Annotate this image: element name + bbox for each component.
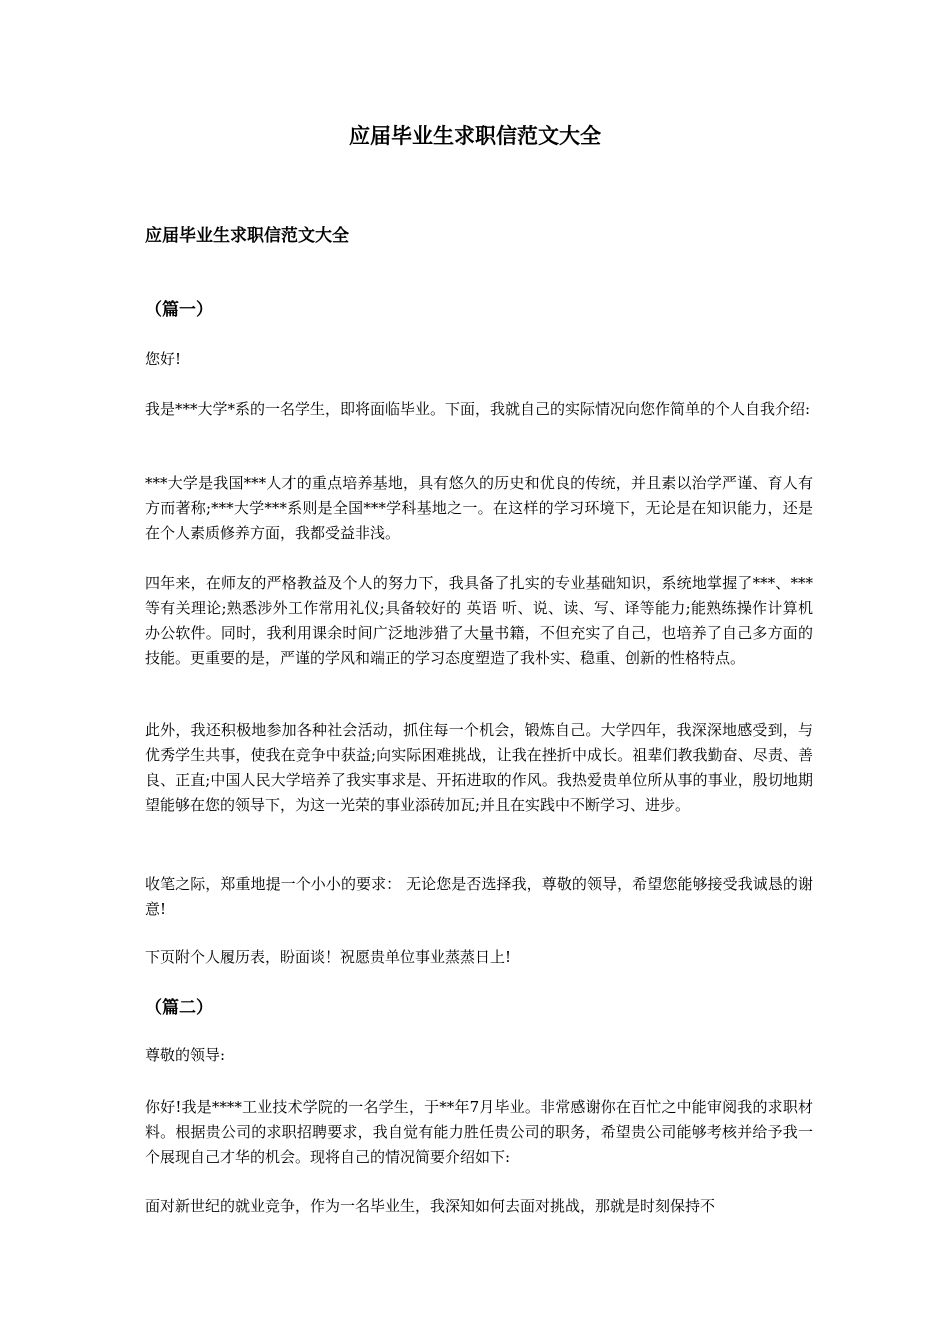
paragraph: 面对新世纪的就业竞争，作为一名毕业生，我深知如何去面对挑战，那就是时刻保持不 <box>145 1197 716 1215</box>
paragraph: 尊敬的领导: <box>145 1046 226 1064</box>
document-subtitle: 应届毕业生求职信范文大全 <box>145 226 349 246</box>
paragraph: 四年来，在师友的严格教益及个人的努力下，我具备了扎实的专业基础知识，系统地掌握了***、***等有关理论;熟悉涉外工作常用礼仪;具备较好的 英语 听、说、读、写、译等能力;能熟练操作计算机办公软件。同时，我利用课余时间广泛地涉猎了大量书籍，不但充实了自己，也培养了自己多方面的技能。更重要的是，严谨的学风和端正的学习态度塑造了我朴实、稳重、创新的性格特点。 <box>145 574 813 667</box>
paragraph: 此外，我还积极地参加各种社会活动，抓住每一个机会，锻炼自己。大学四年，我深深地感受到，与优秀学生共事，使我在竞争中获益;向实际困难挑战，让我在挫折中成长。祖辈们教我勤奋、尽责、善良、正直;中国人民大学培养了我实事求是、开拓进取的作风。我热爱贵单位所从事的事业，殷切地期望能够在您的领导下，为这一光荣的事业添砖加瓦;并且在实践中不断学习、进步。 <box>145 721 813 814</box>
section-heading-1: （篇一） <box>145 300 213 320</box>
paragraph: 您好! <box>145 350 182 368</box>
paragraph: 你好!我是****工业技术学院的一名学生，于**年7月毕业。非常感谢你在百忙之中能审阅我的求职材料。根据贵公司的求职招聘要求，我自觉有能力胜任贵公司的职务，希望贵公司能够考核并给予我一个展现自己才华的机会。现将自己的情况简要介绍如下: <box>145 1098 813 1166</box>
paragraph: 我是***大学*系的一名学生，即将面临毕业。下面，我就自己的实际情况向您作简单的个人自我介绍: <box>145 400 811 418</box>
section-heading-2: （篇二） <box>145 998 213 1018</box>
document-title: 应届毕业生求职信范文大全 <box>349 124 601 148</box>
paragraph: ***大学是我国***人才的重点培养基地，具有悠久的历史和优良的传统，并且素以治学严谨、育人有方而著称;***大学***系则是全国***学科基地之一。在这样的学习环境下，无论是在知识能力，还是在个人素质修养方面，我都受益非浅。 <box>145 474 813 542</box>
paragraph: 收笔之际，郑重地提一个小小的要求： 无论您是否选择我，尊敬的领导，希望您能够接受我诚恳的谢意! <box>145 875 813 918</box>
paragraph: 下页附个人履历表，盼面谈！祝愿贵单位事业蒸蒸日上! <box>145 948 512 966</box>
